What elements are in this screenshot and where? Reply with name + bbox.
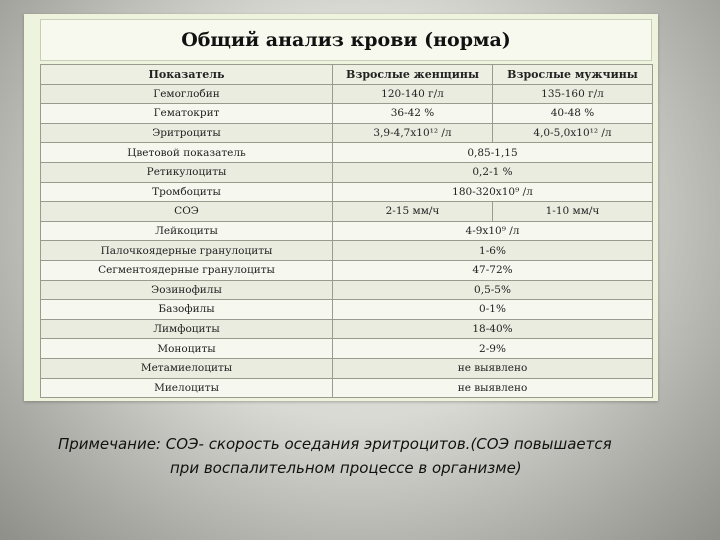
column-header-women: Взрослые женщины	[333, 65, 493, 85]
men-value-cell: 4,0-5,0х10¹² /л	[493, 123, 653, 143]
indicator-cell: Цветовой показатель	[41, 143, 333, 163]
indicator-cell: Моноциты	[41, 339, 333, 359]
footnote-line-2: при воспалительном процессе в организме)	[170, 459, 522, 477]
table-row	[41, 339, 653, 359]
indicator-cell: Базофилы	[41, 300, 333, 320]
women-value-cell: 120-140 г/л	[333, 84, 493, 104]
table-row	[41, 300, 653, 320]
indicator-cell: Палочкоядерные гранулоциты	[41, 241, 333, 261]
table-row	[41, 202, 653, 222]
indicator-cell: Метамиелоциты	[41, 358, 333, 378]
column-header-indicator: Показатель	[41, 65, 333, 85]
women-value-cell: 2-15 мм/ч	[333, 202, 493, 222]
table-row	[41, 162, 653, 182]
common-value-cell: 18-40%	[333, 319, 653, 339]
table-row	[41, 182, 653, 202]
indicator-cell: Гемоглобин	[41, 84, 333, 104]
common-value-cell: 1-6%	[333, 241, 653, 261]
indicator-cell: Сегментоядерные гранулоциты	[41, 260, 333, 280]
indicator-cell: Ретикулоциты	[41, 162, 333, 182]
men-value-cell: 1-10 мм/ч	[493, 202, 653, 222]
men-value-cell: 40-48 %	[493, 104, 653, 124]
table-header-row	[41, 65, 653, 85]
common-value-cell: 0-1%	[333, 300, 653, 320]
common-value-cell: 0,85-1,15	[333, 143, 653, 163]
women-value-cell: 3,9-4,7х10¹² /л	[333, 123, 493, 143]
blood-norms-table	[40, 64, 653, 398]
table-row	[41, 378, 653, 398]
indicator-cell: Гематокрит	[41, 104, 333, 124]
table-row	[41, 84, 653, 104]
table-row	[41, 358, 653, 378]
footnote-line-1: Примечание: СОЭ- скорость оседания эритроцитов.(СОЭ повышается	[58, 435, 612, 453]
table-row	[41, 123, 653, 143]
common-value-cell: 2-9%	[333, 339, 653, 359]
common-value-cell: не выявлено	[333, 358, 653, 378]
column-header-men: Взрослые мужчины	[493, 65, 653, 85]
table-row	[41, 280, 653, 300]
common-value-cell: 4-9х10⁹ /л	[333, 221, 653, 241]
table-body	[41, 84, 653, 398]
common-value-cell: не выявлено	[333, 378, 653, 398]
page-title: Общий анализ крови (норма)	[40, 19, 652, 61]
indicator-cell: Лейкоциты	[41, 221, 333, 241]
common-value-cell: 0,2-1 %	[333, 162, 653, 182]
common-value-cell: 47-72%	[333, 260, 653, 280]
footnote	[58, 432, 612, 480]
table-row	[41, 260, 653, 280]
table-row	[41, 143, 653, 163]
table-row	[41, 319, 653, 339]
women-value-cell: 36-42 %	[333, 104, 493, 124]
common-value-cell: 0,5-5%	[333, 280, 653, 300]
table-row	[41, 104, 653, 124]
slide-frame	[24, 14, 658, 401]
table-row	[41, 241, 653, 261]
indicator-cell: СОЭ	[41, 202, 333, 222]
common-value-cell: 180-320х10⁹ /л	[333, 182, 653, 202]
indicator-cell: Лимфоциты	[41, 319, 333, 339]
indicator-cell: Эозинофилы	[41, 280, 333, 300]
indicator-cell: Миелоциты	[41, 378, 333, 398]
table-row	[41, 221, 653, 241]
indicator-cell: Эритроциты	[41, 123, 333, 143]
indicator-cell: Тромбоциты	[41, 182, 333, 202]
men-value-cell: 135-160 г/л	[493, 84, 653, 104]
